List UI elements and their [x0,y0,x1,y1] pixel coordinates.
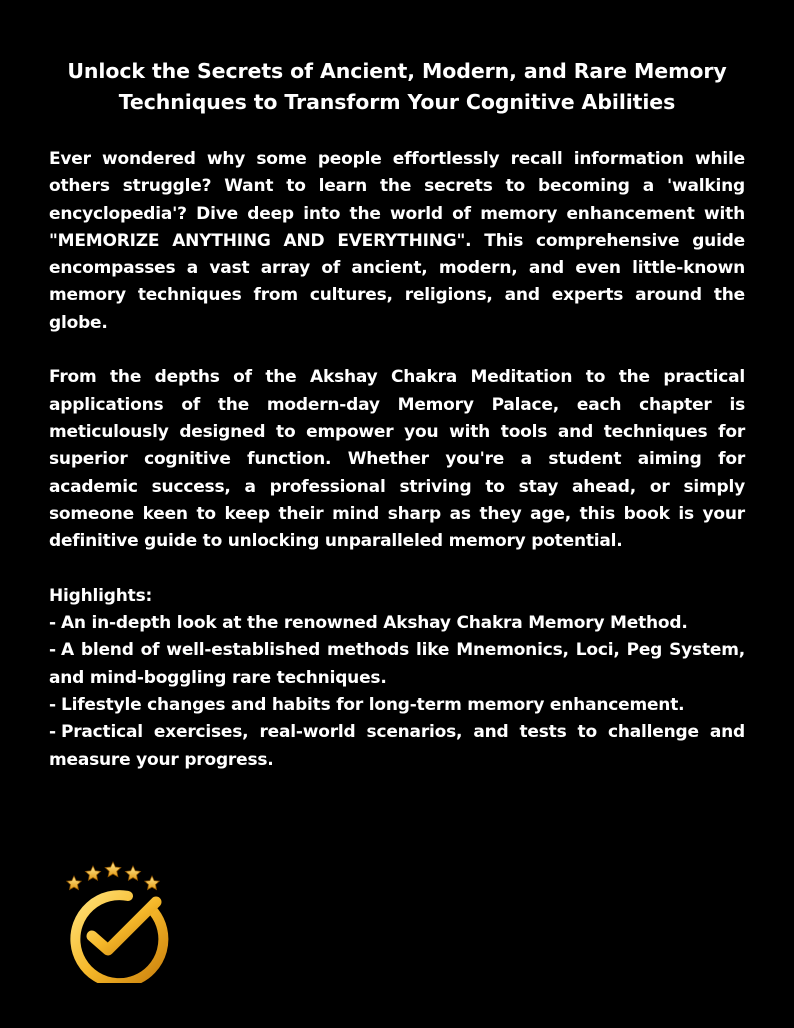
rating-stars [67,862,159,890]
highlight-text: A blend of well-established methods like Mnemonics, Loci, Peg System, and mind-boggling rare techniques. [49,640,745,688]
five-star-checkmark-badge-icon [58,858,178,983]
highlights-list [49,610,745,774]
paragraph-spacer [49,555,745,582]
highlight-item [49,610,745,637]
star-icon [126,866,141,880]
highlight-text: Practical exercises, real-world scenarios, and tests to challenge and measure your progress. [49,722,745,770]
bullet-dash: - [49,722,56,743]
paragraph-spacer [49,337,745,364]
highlight-item [49,637,745,692]
bullet-dash: - [49,613,56,634]
highlight-item [49,692,745,719]
details-paragraph: From the depths of the Akshay Chakra Meditation to the practical applications of the modern-day Memory Palace, each chapter is meticulously designed to empower you with tools and techniques for superior cognitive function. Whether you're a student aiming for academic success, a professional striving to stay ahead, or simply someone keen to keep their mind sharp as they age, this book is your definitive guide to unlocking unparalleled memory potential. [49,367,745,552]
checkmark-icon [92,902,156,950]
title-line-2: Techniques to Transform Your Cognitive Abilities [118,90,676,114]
star-icon [145,876,159,890]
bullet-dash: - [49,694,56,715]
highlight-text: Lifestyle changes and habits for long-term memory enhancement. [60,694,685,715]
highlight-text: An in-depth look at the renowned Akshay Chakra Memory Method. [60,613,688,634]
bullet-dash: - [49,640,56,661]
title-line-1: Unlock the Secrets of Ancient, Modern, and Rare Memory [67,59,727,83]
star-icon [105,862,121,877]
description-body [49,146,745,774]
page-title [40,56,754,118]
intro-paragraph: Ever wondered why some people effortlessly recall information while others struggle? Want to learn the secrets to becoming a 'walking encyclopedia'? Dive deep into the world of memory enhancement with "MEMORIZE ANYTHING AND EVERYTHING". This comprehensive guide encompasses a vast array of ancient, modern, and even little-known memory techniques from cultures, religions, and experts around the globe. [49,149,745,333]
highlights-heading: Highlights: [49,585,153,606]
highlight-item [49,719,745,774]
star-icon [86,866,101,880]
star-icon [67,876,81,890]
